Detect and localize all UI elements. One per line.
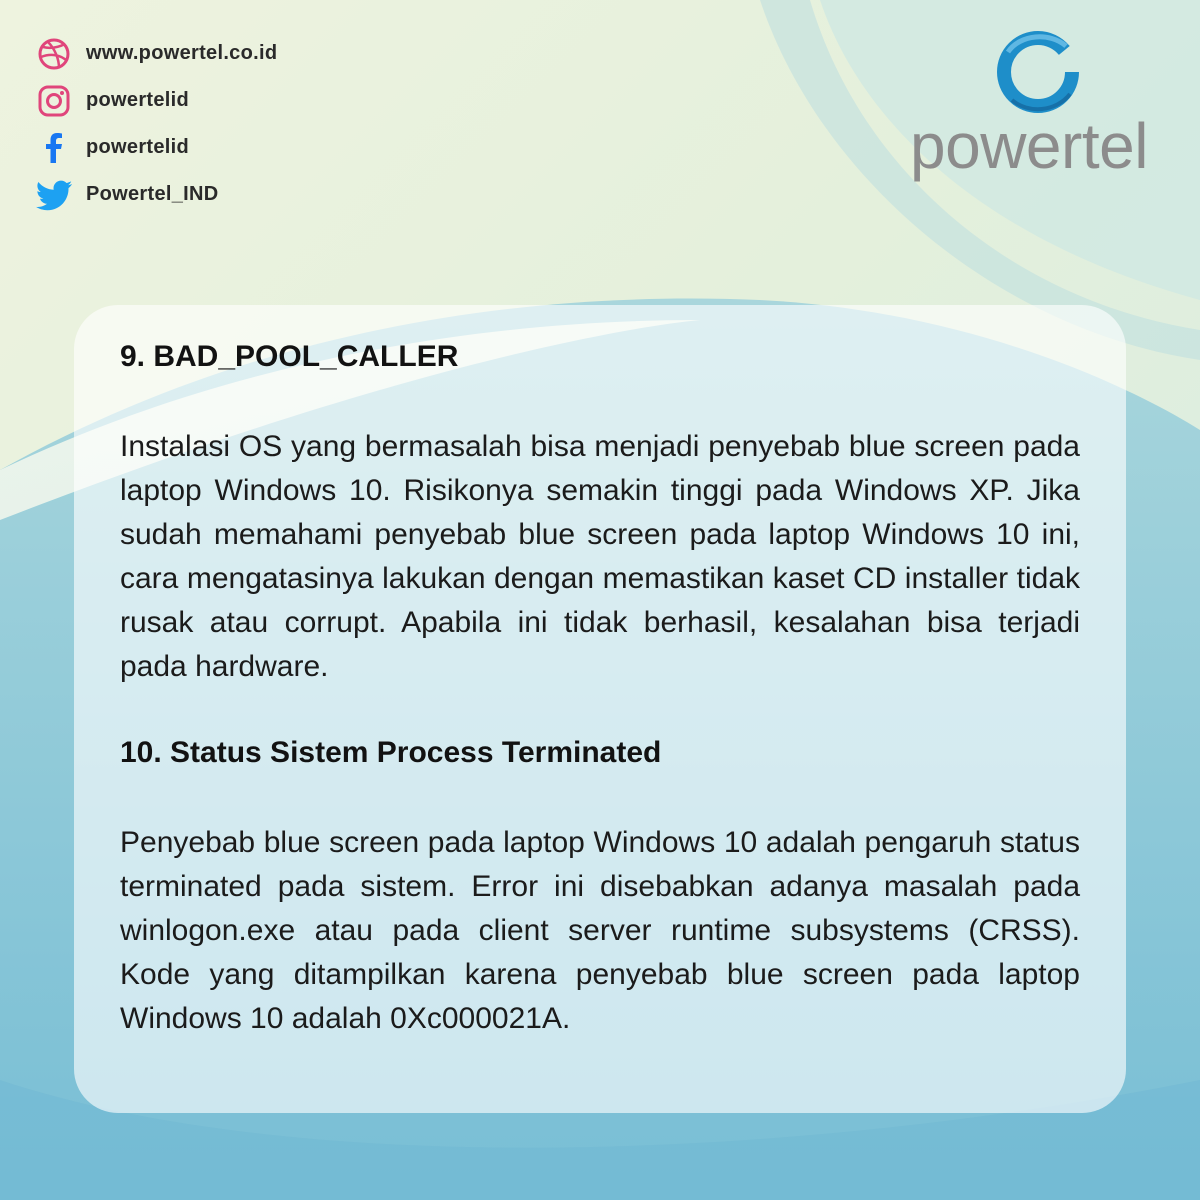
instagram-icon [34,81,74,121]
dribbble-globe-icon [34,34,74,74]
facebook-icon [34,128,74,168]
logo-swirl-icon [900,22,1180,122]
instagram-handle[interactable]: powertelid [86,89,190,111]
website-link[interactable]: www.powertel.co.id [86,42,278,64]
social-item-website[interactable] [34,30,354,77]
social-links [34,30,354,218]
section-heading: 10. Status Sistem Process Terminated [120,736,662,769]
section-paragraph: Penyebab blue screen pada laptop Windows 10 adalah pengaruh status terminated pada sistem. Error ini disebabkan adanya masalah pada winlogon.exe atau pada client server runtime subsystems (CRSS). Kode yang ditampilkan karena penyebab blue screen pada laptop Windows 10 adalah 0Xc000021A. [120,826,1080,1035]
twitter-bird-icon [34,175,74,215]
section-heading: 9. BAD_POOL_CALLER [120,340,459,373]
social-item-facebook[interactable] [34,124,354,171]
content-card [74,305,1126,1113]
social-item-instagram[interactable] [34,77,354,124]
section-paragraph: Instalasi OS yang bermasalah bisa menjadi penyebab blue screen pada laptop Windows 10. Risikonya semakin tinggi pada Windows XP. Jika sudah memahami penyebab blue screen pada laptop Windows 10 ini, cara mengatasinya lakukan dengan memastikan kaset CD installer tidak rusak atau corrupt. Apabila ini tidak berhasil, kesalahan bisa terjadi pada hardware. [120,430,1080,683]
twitter-handle[interactable]: Powertel_IND [86,183,219,205]
logo-wordmark: powertel [910,110,1148,182]
powertel-logo [900,22,1180,182]
facebook-handle[interactable]: powertelid [86,136,190,158]
social-item-twitter[interactable] [34,171,354,218]
